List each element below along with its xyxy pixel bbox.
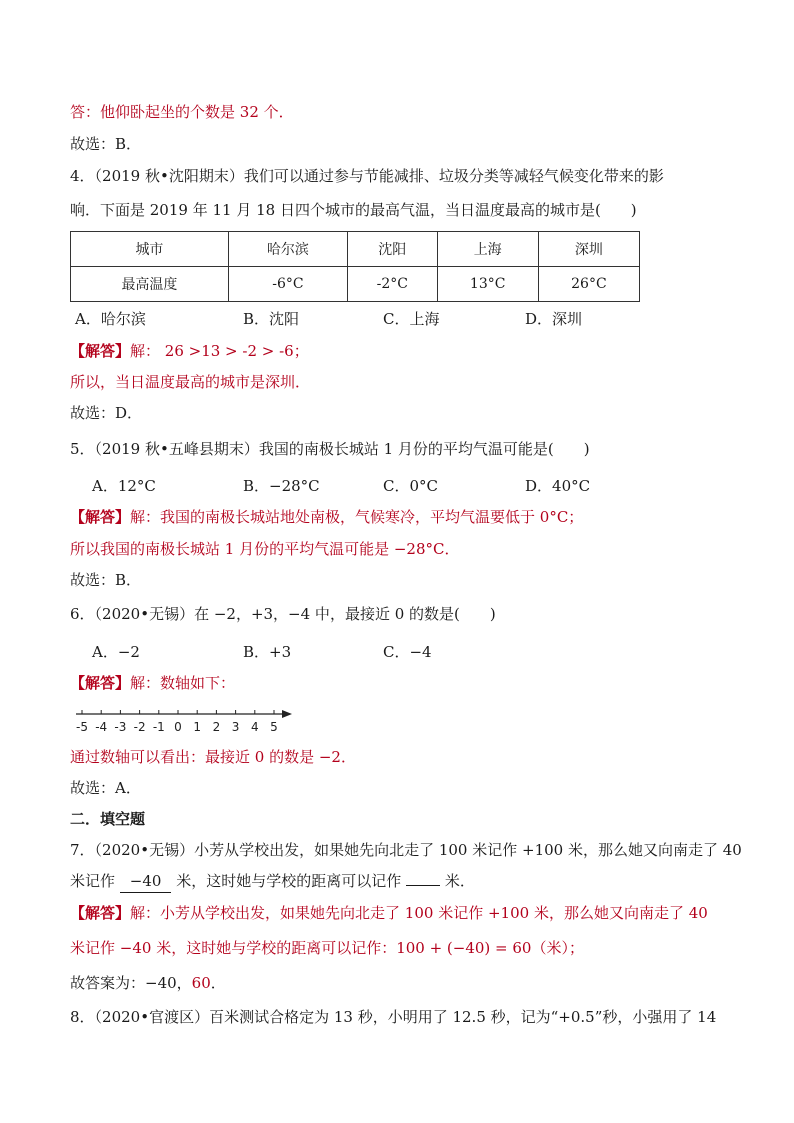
option-a: A．−2: [92, 643, 140, 661]
answer-text: 故答案为：−40，: [70, 974, 192, 992]
table-cell: 26°C: [538, 267, 639, 302]
axis-tick-label: 0: [174, 720, 182, 734]
option-c: C．上海: [383, 310, 440, 328]
axis-tick-label: 5: [270, 720, 278, 734]
table-row: [71, 267, 640, 302]
temperature-table: [70, 231, 640, 302]
question-4-line-1: 4．（2019 秋•沈阳期末）我们可以通过参与节能减排、垃圾分类等减轻气候变化带来的影: [70, 167, 664, 185]
solution-text: 米记作 +100 米，那么她又向南走了: [433, 904, 689, 922]
solution-tag: 【解答】: [70, 904, 131, 922]
axis-tick-label: -4: [95, 720, 108, 734]
answer-line-q7: [70, 972, 226, 994]
question-4-line-2: 响．下面是 2019 年 11 月 18 日四个城市的最高气温，当日温度最高的城市是( ): [70, 201, 637, 219]
fill-blank-empty: [406, 871, 440, 886]
table-cell: 深圳: [538, 232, 639, 267]
solution-text: 解：小芳从学校出发，如果她先向北走了: [130, 904, 405, 922]
table-cell: -2°C: [347, 267, 437, 302]
question-text: 米，这时她与学校的距离可以记作: [176, 872, 402, 890]
solution-line-q7: [70, 902, 708, 924]
question-7-line-2: [70, 870, 475, 893]
conclusion-number: 0: [254, 748, 265, 766]
choice-line-q6: 故选：A．: [70, 779, 141, 797]
axis-tick-label: -2: [133, 720, 146, 734]
table-cell: 哈尔滨: [228, 232, 347, 267]
axis-tick-label: -1: [152, 720, 165, 734]
solution-line-q6: [70, 672, 235, 694]
solution-number: 40: [688, 904, 708, 922]
axis-tick-label: 2: [212, 720, 221, 734]
conclusion-text: 通过数轴可以看出：最接近: [70, 748, 255, 766]
answer-number: 32: [239, 103, 259, 121]
option-b: B．−28°C: [243, 477, 320, 495]
option-a: A．12°C: [92, 477, 156, 495]
question-5: 5．（2019 秋•五峰县期末）我国的南极长城站 1 月份的平均气温可能是( ): [70, 440, 590, 458]
question-7-line-1: 7．（2020•无锡）小芳从学校出发，如果她先向北走了 100 米记作 +100 米，那么她又向南走了 40: [70, 841, 742, 859]
solution-number: 100: [404, 904, 434, 922]
table-cell: 沈阳: [347, 232, 437, 267]
table-cell: 13°C: [437, 267, 538, 302]
choice-line-q5: 故选：B．: [70, 571, 142, 589]
option-c: C．−4: [383, 643, 432, 661]
solution-tag: 【解答】: [70, 674, 131, 692]
answer-line: [70, 101, 294, 123]
section-heading: 二．填空题: [70, 810, 146, 828]
solution-text: 解： 26 >13 > -2 > -6；: [130, 342, 309, 360]
table-cell: 上海: [437, 232, 538, 267]
question-6: 6．（2020•无锡）在 −2，+3，−4 中，最接近 0 的数是( ): [70, 605, 496, 623]
solution-line-q7-2: 米记作 −40 米，这时她与学校的距离可以记作：100 + (−40) = 60（米）；: [70, 939, 584, 957]
conclusion-suffix: 的数是 −2．: [264, 748, 356, 766]
table-cell: 最高温度: [71, 267, 229, 302]
question-8-line-1: 8．（2020•官渡区）百米测试合格定为 13 秒，小明用了 12.5 秒，记为“+0.5”秒，小强用了 14: [70, 1008, 717, 1026]
answer-text: 答：他仰卧起坐的个数是: [70, 103, 240, 121]
table-header-row: [71, 232, 640, 267]
question-text: 米．: [444, 872, 475, 890]
axis-tick-label: -5: [76, 720, 88, 734]
table-cell: -6°C: [228, 267, 347, 302]
table-cell: 城市: [71, 232, 229, 267]
solution-text: 解：我国的南极长城站地处南极，气候寒冷，平均气温要低于 0°C；: [130, 508, 584, 526]
conclusion-q6: [70, 746, 356, 768]
conclusion-q4: 所以，当日温度最高的城市是深圳．: [70, 373, 311, 391]
axis-tick-label: 1: [193, 720, 202, 734]
option-b: B．+3: [243, 643, 292, 661]
solution-text: 解：数轴如下：: [130, 674, 236, 692]
answer-suffix: 个．: [258, 103, 294, 121]
answer-number: 60: [191, 974, 211, 992]
conclusion-q5: 所以我国的南极长城站 1 月份的平均气温可能是 −28°C．: [70, 540, 460, 558]
fill-blank: −40: [120, 870, 172, 893]
option-a: A．哈尔滨: [75, 310, 146, 328]
number-line: [70, 704, 300, 738]
option-d: D．深圳: [525, 310, 583, 328]
choice-line-q3: 故选：B．: [70, 135, 142, 153]
option-b: B．沈阳: [243, 310, 300, 328]
choice-line-q4: 故选：D．: [70, 404, 143, 422]
axis-tick-label: 4: [250, 720, 259, 734]
axis-tick-label: -3: [114, 720, 127, 734]
option-d: D．40°C: [525, 477, 591, 495]
solution-line-q5: [70, 506, 583, 528]
question-text: 米记作: [70, 872, 116, 890]
axis-tick-label: 3: [231, 720, 240, 734]
solution-line-q4: [70, 340, 309, 362]
answer-suffix: ．: [210, 974, 226, 992]
solution-tag: 【解答】: [70, 508, 131, 526]
solution-tag: 【解答】: [70, 342, 131, 360]
option-c: C．0°C: [383, 477, 438, 495]
arrow-icon: [282, 710, 292, 718]
